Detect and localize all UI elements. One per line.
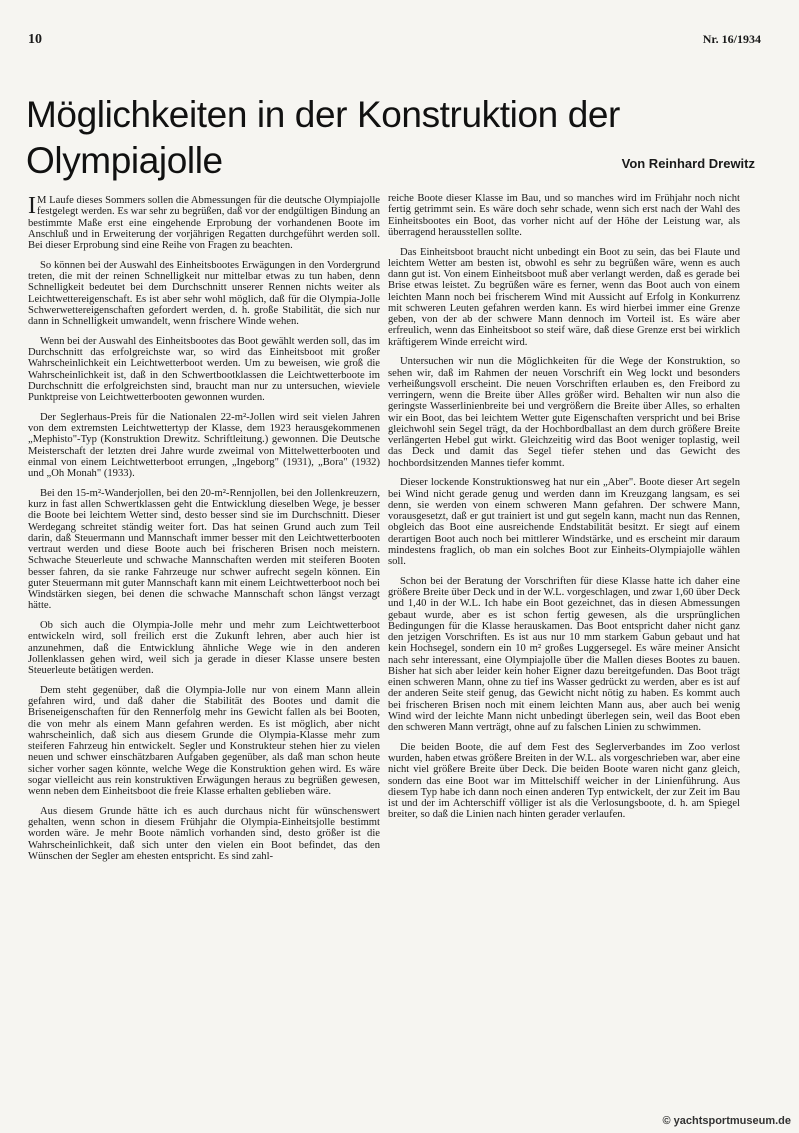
issue-number: Nr. 16/1934: [702, 32, 761, 46]
paragraph: Das Einheitsboot braucht nicht unbedingt ein Boot zu sein, das bei Flaute und leichtem Wetter am besten ist, obwohl es sehr zu begrüßen wäre, wenn es auch dann gut ist. Von einem Einheitsboot muß aber verlangt werden, daß es gerade bei Brise etwas leistet. Zu begrüßen wäre es ferner, wenn das Boot auch von einem leichten Mann noch bei frischerem Wind mit Aussicht auf Erfolg in Konkurrenz mit schweren Leuten gefahren werden kann. Es wird hierbei immer eine Grenze geben, von der ab der schwere Mann dennoch im Vorteil ist. Es wäre aber erfreulich, wenn das Einheitsboot so steif wäre, daß diese Grenze erst bei wirklich kräftigerem Winde erreicht wird.: [388, 246, 740, 348]
paragraph: Bei den 15-m²-Wanderjollen, bei den 20-m²-Rennjollen, bei den Jollenkreuzern, kurz in fast allen Schwertklassen geht die Entwicklung dieselben Wege, je besser die Boote bei leichtem Wetter sind, desto besser sind sie im Durchschnitt. Dieser Werdegang schreitet ständig weiter fort. Das hat seinen Grund auch zum Teil darin, daß Steuermann und Mannschaft immer besser mit den Leichtwetterbooten vertraut werden und diese Boote auch bei frischeren Brisen noch meistern. Schwache Steuerleute und schwache Mannschaften werden mit steiferen Booten besser fahren, da sie ranke Fahrzeuge nur schwer aufrecht segeln können. Ein guter Steuermann mit guter Mannschaft kann mit einem Leichtwetterboot noch bei Windstärken siegen, bei denen die schwache Mannschaft schon längst verzagt hätte.: [28, 487, 380, 612]
paragraph: Wenn bei der Auswahl des Einheitsbootes das Boot gewählt werden soll, das im Durchschnitt das erfolgreichste war, so wird das Einheitsboot mit großer Wahrscheinlichkeit ein Leichtwetterboot werden. Um zu beweisen, wie groß die Wahrscheinlichkeit ist, daß in den Schwertbootklassen die Leichtwetterboote im Durchschnitt die erfolgreichsten sind, braucht man nur zu untersuchen, wieviele Punktpreise von Leichtwetterbooten gewonnen wurden.: [28, 335, 380, 403]
paragraph: Schon bei der Beratung der Vorschriften für diese Klasse hatte ich daher eine größere Breite über Deck und in der W.L. vorgeschlagen, und zwar 1,60 über Deck und 1,40 in der W.L. Ich habe ein Boot gezeichnet, das in diesen Abmessungen gebaut wurde, aber es ist schon fertig gewesen, als die ursprünglichen Bedingungen für die Klasse herauskamen. Das Boot entspricht daher nicht ganz den jetzigen Vorschriften. Es ist aus nur 10 mm starkem Gabun gebaut und hat kein Hochsegel, sondern ein 10 m² großes Luggersegel. Es wäre meiner Ansicht nach sehr interessant, eine Olympiajolle über die Mallen dieses Bootes zu bauen. Bisher hat sich aber leider kein hoher Eigner dazu bereitgefunden. Das Boot trägt einen schweren Mann, ohne zu tief ins Wasser gedrückt zu werden, aber es ist auf der anderen Seite steif genug, das Gewicht nicht nötig zu haben. Es kommt auch bei frischeren Brisen noch mit einem leichten Mann aus, aber auch bei wenig Wind wird der leichte Mann nicht unbedingt überlegen sein, weil das Boot eben den schweren Mann verträgt, ohne auf zu falschen Linien zu schwimmen.: [388, 575, 740, 733]
paragraph: [28, 195, 380, 251]
article-title: Möglichkeiten in der Konstruktion der Olympiajolle: [26, 94, 620, 181]
paragraph: So können bei der Auswahl des Einheitsbootes Erwägungen in den Vordergrund treten, die mit der reinen Schnelligkeit nur mittelbar etwas zu tun haben, denn Schnelligkeit bedeutet bei dem Durchschnitt unserer Rennen nichts weiter als Leichtwettereigenschaft. Es ist aber sehr wohl möglich, daß für die Olympia-Jolle Schwerwettereigenschaften gefordert werden, d. h. große Stabilität, die sich nur dann in Schnelligkeit umwandelt, wenn frischere Winde wehen.: [28, 259, 380, 327]
paragraph: Dieser lockende Konstruktionsweg hat nur ein „Aber". Boote dieser Art segeln bei Wind nicht gerade genug und werden dann im Kreuzgang langsam, es sei denn, sie werden von einem schweren Mann gefahren. Der schwere Mann, vorausgesetzt, daß er gut trainiert ist und gut segeln kann, macht nun das Rennen, obgleich das Boot eine ausreichende Endstabilität besitzt. Er siegt auf einem derartigen Boot auch noch bei mittlerer Windstärke, und es erscheint mir daraum mindestens fraglich, ob man ein solches Boot zur Einheits-Olympiajolle wählen soll.: [388, 477, 740, 567]
paragraph: Untersuchen wir nun die Möglichkeiten für die Wege der Konstruktion, so sehen wir, daß im Rahmen der neuen Vorschrift ein Weg lockt und besonders verheißungsvoll erscheint. Die neuen Vorschriften erlauben es, den Freibord zu verringern, wenn die Breite über Alles größer wird. Behalten wir nun also die geringste Wasserlinienbreite bei und vergrößern die Breite über Alles, so erhalten wir ein Boot, das bei leichtem Wetter gute Eigenschaften verspricht und bei Brise gleichwohl sein Segel trägt, da der Hochbordballast an dem durch größere Breite verlängerten Hebel gut wirkt. Gleichzeitig wird das Boot weniger toplastig, weil das Deck und damit das Segel tiefer stehen und das Gewicht des hochbordsitzenden Mannes tiefer kommt.: [388, 356, 740, 469]
paragraph: Der Seglerhaus-Preis für die Nationalen 22-m²-Jollen wird seit vielen Jahren von dem extremsten Leichtwettertyp der Klasse, dem 1923 herausgekommenen „Mephisto"-Typ (Konstruktion Drewitz. Schriftleitung.) gewonnen. Die Deutsche Meisterschaft der letzten drei Jahre wurde zweimal von Mittelwetterbooten und einmal von einem Leichtwetterboot errungen, „Ingeborg" (1931), „Bora" (1932) und „Oh Monah" (1933).: [28, 411, 380, 479]
paragraph: Ob sich auch die Olympia-Jolle mehr und mehr zum Leichtwetterboot entwickeln wird, soll freilich erst die Zukunft lehren, aber auch hier ist anzunehmen, daß die Entwicklung ähnliche Wege wie in den anderen Jollenklassen gehen wird, weil sich ja gerade in dieser Klasse unsere besten Steuerleute betätigen werden.: [28, 620, 380, 676]
paragraph-continuation: reiche Boote dieser Klasse im Bau, und so manches wird im Frühjahr noch nicht fertig getrimmt sein. Es wäre doch sehr schade, wenn sich erst nach der Wahl des Einheitsbootes ein Boot, das vorher nicht auf der Höhe der Leistung war, als überragend herausstellen sollte.: [388, 193, 740, 238]
paragraph: Aus diesem Grunde hätte ich es auch durchaus nicht für wünschenswert gehalten, wenn schon in diesem Frühjahr die Olympia-Einheitsjolle bestimmt worden wäre. Je mehr Boote nämlich vorhanden sind, desto größer ist die Wahrscheinlichkeit, daß sich unter den vielen ein Boot befindet, das den Wünschen der Segler am ehesten entspricht. Es sind zahl-: [28, 805, 380, 862]
watermark: © yachtsportmuseum.de: [662, 1115, 791, 1127]
paragraph-text: M Laufe dieses Sommers sollen die Abmessungen für die deutsche Olympiajolle festgelegt werden. Es war sehr zu begrüßen, daß vor der endgültigen Bindung an bestimmte Maße erst eine eingehende Erprobung der vorhandenen Boote im Anschluß und in Erweiterung der vorjährigen Regatten durchgeführt werden soll. Bei dieser Erprobung sind eine Reihe von Fragen zu beachten.: [28, 195, 380, 251]
drop-cap: I: [28, 193, 36, 219]
paragraph: Die beiden Boote, die auf dem Fest des Seglerverbandes im Zoo verlost wurden, haben etwas größere Breiten in der W.L. als vorgeschrieben war, aber eine nicht viel größere Breite über Deck. Die beiden Boote waren nicht ganz gleich, sondern das eine Boot war im Mittelschiff weicher in der Linienführung. Aus diesem Typ habe ich dann noch einen anderen Typ entwickelt, der zur Zeit im Bau ist und der im Achterschiff völliger ist als die Verlosungsboote, d. h. am Spiegel breiter, so daß die Linien nach hinten gerader verlaufen.: [388, 741, 740, 821]
article-byline: Von Reinhard Drewitz: [621, 156, 755, 171]
page-number: 10: [28, 32, 42, 47]
left-column: [28, 195, 380, 871]
paragraph: Dem steht gegenüber, daß die Olympia-Jolle nur von einem Mann allein gefahren wird, und daß daher die Stabilität des Bootes und damit die Briseneigenschaften für den Rennerfolg mehr ins Gewicht fallen als bei Booten, die von mehr als einem Mann gefahren werden. Es ist möglich, aber nicht wahrscheinlich, daß sich aus diesem Grunde die Olympia-Klasse mehr zum steiferen Fahrzeug hin entwickelt. Segler und Konstrukteur stehen hier zu vielen neuen und schwer einschätzbaren Aufgaben gegenüber, als daß man schon heute sicher vorher sagen könnte, welche Wege die Konstruktion gehen wird. Es wäre sogar vielleicht aus rein konstruktiven Erwägungen heraus zu begrüßen gewesen, wenn neben dem Einheitsboot die freie Klasse erhalten geblieben wäre.: [28, 684, 380, 797]
right-column: [388, 193, 740, 829]
